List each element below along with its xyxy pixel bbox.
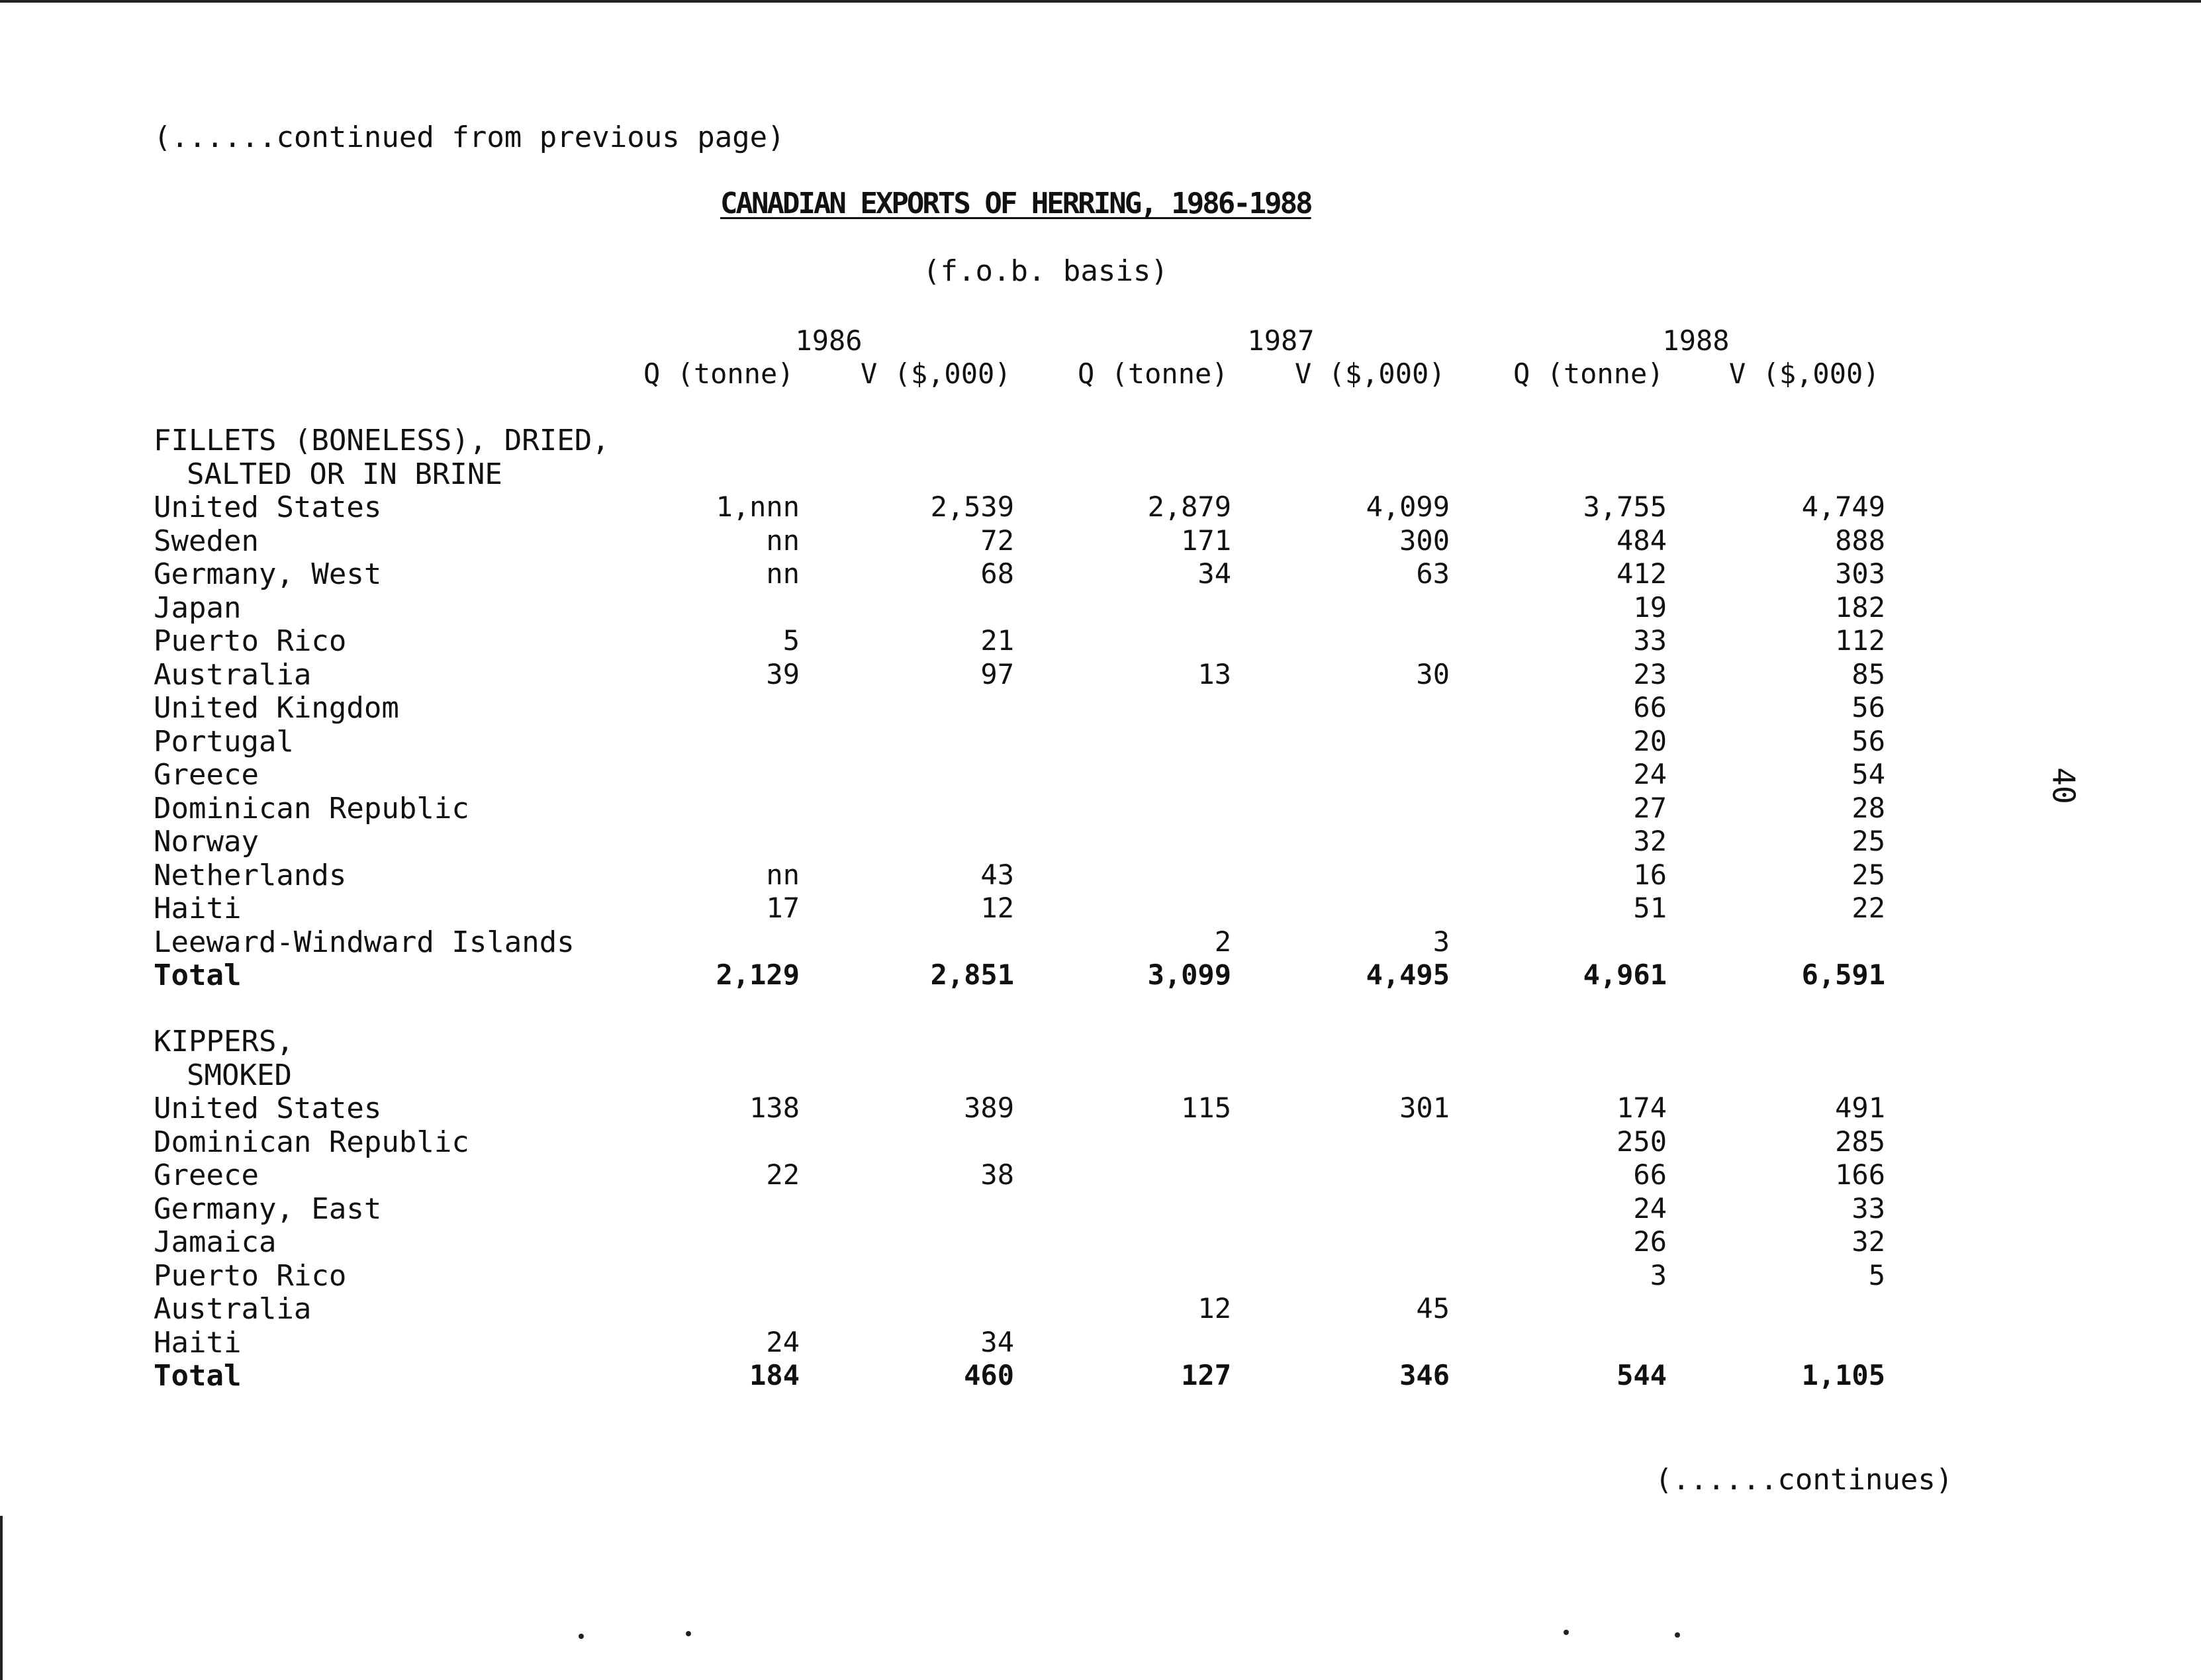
scan-speck [1564,1630,1569,1635]
value-cell: 16 [1633,858,1667,891]
value-cell: 24 [1633,758,1667,790]
table-row [0,1192,2201,1225]
value-cell: 300 [1399,524,1450,557]
table-row [0,792,2201,825]
value-cell: 51 [1633,892,1667,924]
value-cell: 2,851 [930,958,1014,991]
country-name: Sweden [154,524,259,558]
value-cell: 24 [1633,1191,1667,1225]
continues-note: (......continues) [1655,1463,1953,1497]
value-cell: 182 [1835,590,1885,624]
section-heading-row [0,1058,2201,1092]
value-cell: 34 [980,1325,1014,1358]
value-cell: 25 [1851,858,1885,891]
year-header-1987: 1987 [1247,324,1315,357]
total-label: Total [154,958,242,992]
table-row [0,524,2201,557]
page-title: CANADIAN EXPORTS OF HERRING, 1986-1988 [720,187,1311,220]
continued-from-note: (......continued from previous page) [154,120,785,154]
value-cell: 56 [1851,724,1885,757]
page-number: 40 [2045,767,2082,804]
scan-speck [579,1634,584,1639]
value-cell: 888 [1835,524,1885,557]
country-name: Haiti [154,1325,242,1360]
value-cell: 4,961 [1583,958,1667,991]
value-cell: 1,105 [1801,1359,1885,1391]
value-cell: 250 [1616,1125,1667,1158]
value-cell: 166 [1835,1158,1885,1191]
value-cell: 45 [1416,1292,1450,1325]
table-row [0,1259,2201,1292]
table-row [0,1092,2201,1125]
section-heading: KIPPERS, [154,1025,294,1058]
value-cell: 301 [1399,1092,1450,1124]
value-cell: 127 [1181,1359,1231,1391]
value-cell: 6,591 [1801,958,1885,991]
table-row [0,1292,2201,1325]
value-cell: 30 [1416,657,1450,690]
value-cell: 33 [1633,624,1667,657]
total-label: Total [154,1359,242,1393]
value-cell: 13 [1197,657,1231,690]
value-cell: 3,755 [1583,490,1667,523]
value-cell: 22 [766,1158,800,1191]
section-heading: FILLETS (BONELESS), DRIED, [154,424,610,457]
value-cell: 33 [1851,1191,1885,1225]
col-header-v-1987: V ($,000) [1295,357,1446,390]
col-header-v-1986: V ($,000) [861,357,1011,390]
section-heading-row [0,457,2201,490]
country-name: Dominican Republic [154,791,469,825]
col-header-v-1988: V ($,000) [1729,357,1880,390]
value-cell: 5 [1868,1258,1885,1291]
value-cell: 26 [1633,1225,1667,1258]
country-name: Jamaica [154,1225,277,1259]
value-cell: 412 [1616,557,1667,590]
value-cell: 12 [980,892,1014,924]
country-name: United States [154,1092,382,1125]
value-cell: 66 [1633,1158,1667,1191]
country-name: Puerto Rico [154,624,347,658]
value-cell: 39 [766,657,800,690]
value-cell: 56 [1851,691,1885,723]
table-row [0,892,2201,925]
scan-speck [1675,1632,1680,1638]
value-cell: 25 [1851,825,1885,857]
table-row [0,490,2201,524]
value-cell: 19 [1633,590,1667,624]
section-heading-row [0,1025,2201,1058]
value-cell: 2 [1214,925,1231,958]
value-cell: 38 [980,1158,1014,1191]
value-cell: nn [766,858,800,891]
value-cell: 97 [980,657,1014,690]
value-cell: nn [766,557,800,590]
value-cell: 4,495 [1366,958,1450,991]
country-name: Greece [154,758,259,792]
value-cell: 85 [1851,657,1885,690]
value-cell: 544 [1616,1359,1667,1391]
country-name: Japan [154,590,242,625]
country-name: Leeward-Windward Islands [154,925,575,959]
value-cell: 5 [782,624,800,657]
table-row [0,658,2201,691]
value-cell: 43 [980,858,1014,891]
table-row [0,1125,2201,1158]
value-cell: 3 [1650,1258,1667,1291]
table-row [0,691,2201,724]
value-cell: 3,099 [1147,958,1231,991]
value-cell: 138 [749,1092,800,1124]
table-row [0,1158,2201,1191]
value-cell: 2,539 [930,490,1014,523]
section-heading-row [0,424,2201,457]
value-cell: 2,879 [1147,490,1231,523]
col-header-q-1987: Q (tonne) [1078,357,1229,390]
scan-left-border [0,1516,3,1680]
value-cell: 184 [749,1359,800,1391]
country-name: Germany, East [154,1191,382,1226]
col-header-q-1986: Q (tonne) [643,357,794,390]
value-cell: 63 [1416,557,1450,590]
value-cell: 2,129 [716,958,800,991]
table-row [0,557,2201,590]
table-row [0,725,2201,758]
value-cell: 171 [1181,524,1231,557]
value-cell: 17 [766,892,800,924]
section-heading: SMOKED [187,1058,292,1092]
country-name: Norway [154,825,259,859]
value-cell: 66 [1633,691,1667,723]
value-cell: 115 [1181,1092,1231,1124]
scan-top-border [0,0,2201,3]
country-name: United States [154,490,382,524]
value-cell: 34 [1197,557,1231,590]
page-subtitle: (f.o.b. basis) [923,254,1168,288]
scan-speck [686,1631,691,1636]
year-header-1988: 1988 [1662,324,1730,357]
table-row [0,1326,2201,1359]
section-heading: SALTED OR IN BRINE [187,457,502,491]
table-row [0,624,2201,657]
value-cell: 68 [980,557,1014,590]
value-cell: 303 [1835,557,1885,590]
country-name: Netherlands [154,858,347,892]
value-cell: 12 [1197,1292,1231,1325]
total-row [0,1359,2201,1392]
value-cell: 72 [980,524,1014,557]
value-cell: 112 [1835,624,1885,657]
value-cell: 4,099 [1366,490,1450,523]
value-cell: 21 [980,624,1014,657]
country-name: Germany, West [154,557,382,591]
value-cell: 20 [1633,724,1667,757]
value-cell: 24 [766,1325,800,1358]
country-name: Australia [154,657,312,692]
table-row [0,758,2201,791]
value-cell: 1,nnn [716,490,800,523]
table-row [0,591,2201,624]
country-name: United Kingdom [154,691,399,725]
value-cell: 346 [1399,1359,1450,1391]
country-name: Greece [154,1158,259,1192]
country-name: Portugal [154,724,294,759]
value-cell: 22 [1851,892,1885,924]
value-cell: nn [766,524,800,557]
table-row [0,1225,2201,1258]
table-row [0,925,2201,958]
value-cell: 28 [1851,791,1885,824]
total-row [0,958,2201,992]
value-cell: 23 [1633,657,1667,690]
value-cell: 32 [1633,825,1667,857]
value-cell: 32 [1851,1225,1885,1258]
year-header-1986: 1986 [795,324,863,357]
value-cell: 285 [1835,1125,1885,1158]
value-cell: 460 [964,1359,1014,1391]
country-name: Dominican Republic [154,1125,469,1159]
value-cell: 174 [1616,1092,1667,1124]
value-cell: 389 [964,1092,1014,1124]
value-cell: 3 [1432,925,1450,958]
table-row [0,825,2201,858]
value-cell: 54 [1851,758,1885,790]
country-name: Haiti [154,892,242,925]
country-name: Australia [154,1292,312,1326]
table-row [0,859,2201,892]
country-name: Puerto Rico [154,1258,347,1293]
col-header-q-1988: Q (tonne) [1513,357,1664,390]
value-cell: 491 [1835,1092,1885,1124]
value-cell: 484 [1616,524,1667,557]
value-cell: 4,749 [1801,490,1885,523]
value-cell: 27 [1633,791,1667,824]
